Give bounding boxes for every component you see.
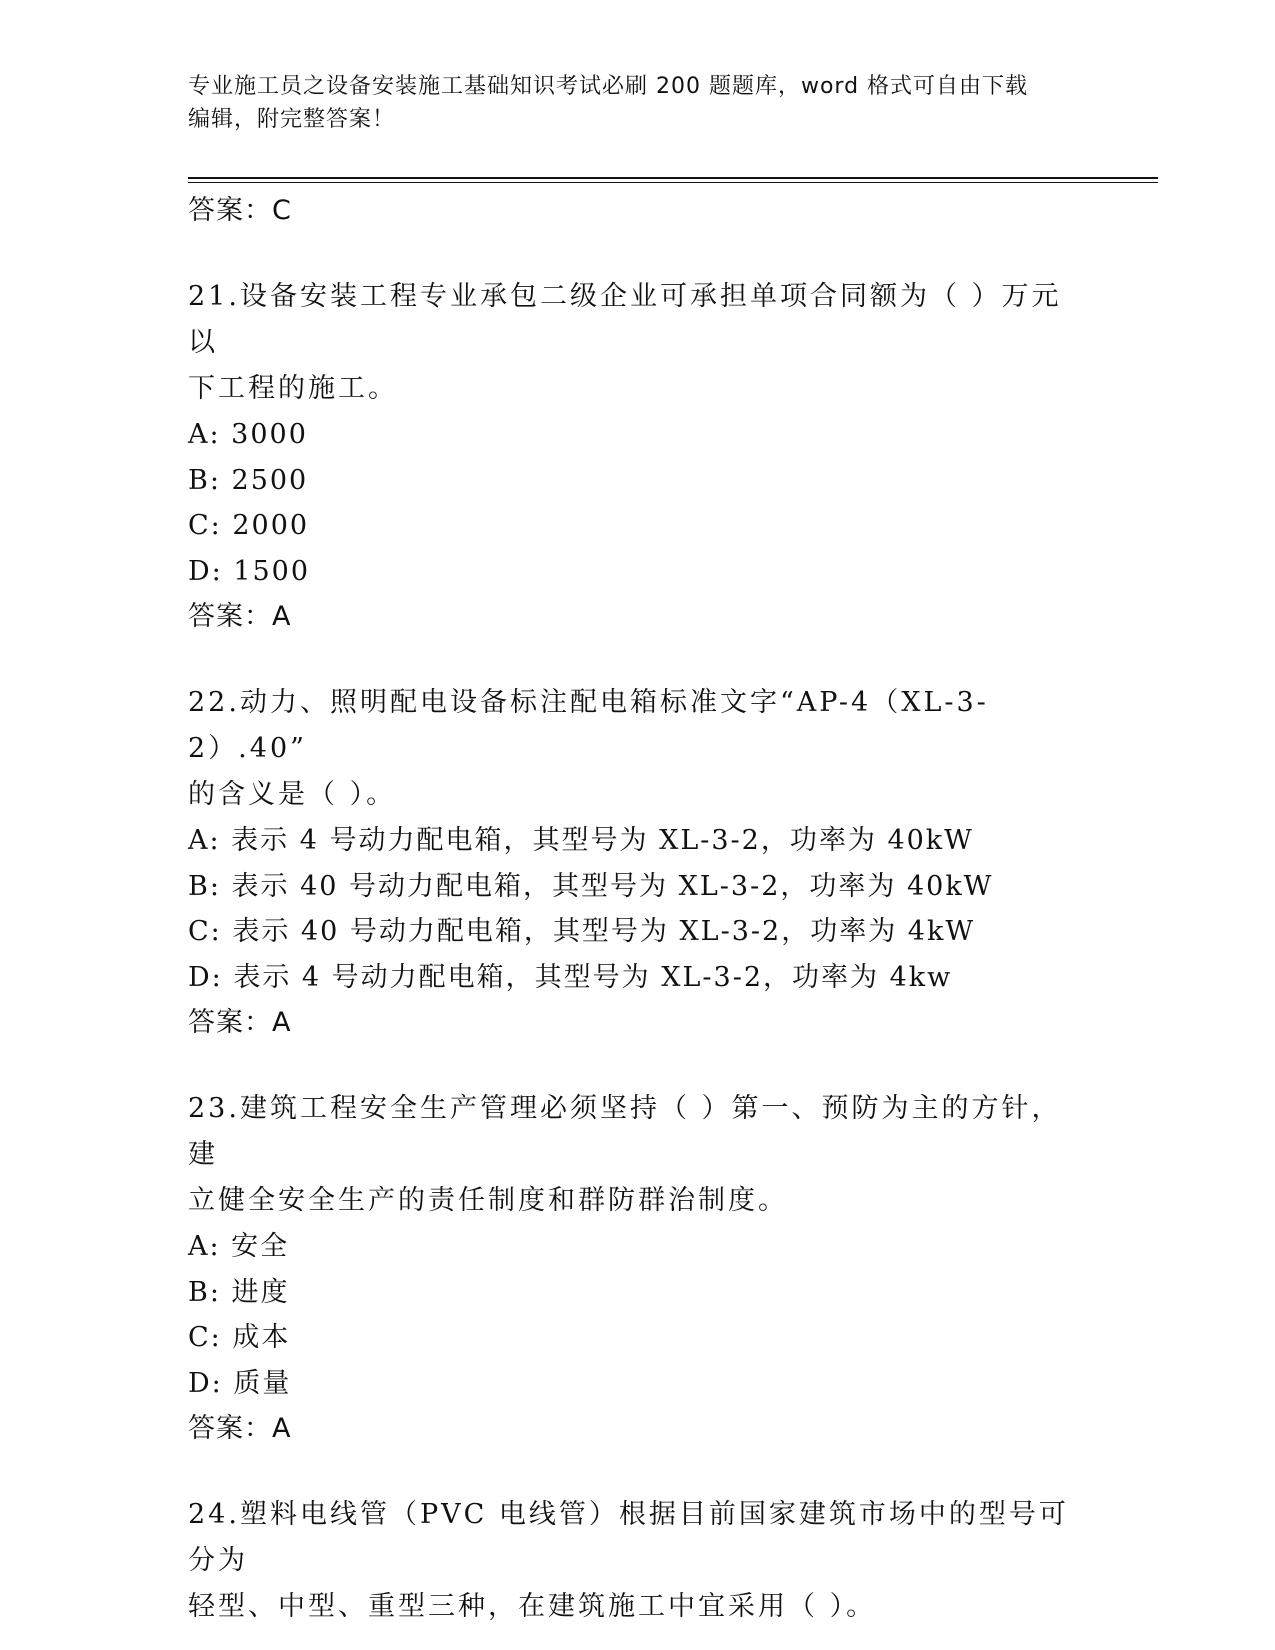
option-b: B: 表示 40 号动力配电箱，其型号为 XL-3-2，功率为 40kW [188, 870, 994, 902]
question-text-line: 21.设备安装工程专业承包二级企业可承担单项合同额为（ ）万元以 [188, 281, 1062, 358]
option-a: A: 表示 4 号动力配电箱，其型号为 XL-3-2，功率为 40kW [188, 825, 974, 856]
question-23 [188, 1086, 1088, 1452]
question-22 [188, 680, 1088, 1046]
question-text [188, 680, 1088, 818]
option-b: B: 进度 [188, 1276, 290, 1308]
question-text-line: 轻型、中型、重型三种，在建筑施工中宜采用（ ）。 [188, 1591, 877, 1622]
question-text-line: 下工程的施工。 [188, 373, 398, 404]
question-text-line: 23.建筑工程安全生产管理必须坚持（ ）第一、预防为主的方针，建 [188, 1093, 1062, 1170]
previous-question-answer: 答案：C [188, 195, 292, 226]
option-d: D: 表示 4 号动力配电箱，其型号为 XL-3-2，功率为 4kw [188, 961, 953, 993]
option-c: C: 表示 40 号动力配电箱，其型号为 XL-3-2，功率为 4kW [188, 916, 976, 947]
question-text [188, 274, 1088, 412]
option-c: C: 成本 [188, 1322, 291, 1353]
question-text-line: 立健全安全生产的责任制度和群防群治制度。 [188, 1185, 788, 1216]
header-divider-thin [188, 182, 1158, 183]
document-header [188, 70, 1068, 136]
question-answer: 答案：A [188, 1413, 292, 1444]
question-text-line: 22.动力、照明配电设备标注配电箱标准文字“AP-4（XL-3-2）.40” [188, 687, 989, 764]
question-24 [188, 1492, 1088, 1630]
question-text-line: 的含义是（ ）。 [188, 779, 397, 810]
question-text [188, 1086, 1088, 1224]
question-text-line: 24.塑料电线管（PVC 电线管）根据目前国家建筑市场中的型号可分为 [188, 1499, 1069, 1576]
question-answer: 答案：A [188, 1007, 292, 1038]
header-title-line-2: 编辑，附完整答案！ [188, 107, 396, 132]
question-list [188, 188, 1088, 1630]
option-d: D: 1500 [188, 555, 311, 587]
question-answer: 答案：A [188, 601, 292, 632]
option-a: A: 3000 [188, 419, 308, 450]
question-21 [188, 274, 1088, 640]
option-b: B: 2500 [188, 464, 309, 496]
option-d: D: 质量 [188, 1367, 292, 1399]
header-divider-thick [188, 177, 1158, 179]
header-title-line-1: 专业施工员之设备安装施工基础知识考试必刷 200 题题库，word 格式可自由下载 [188, 74, 1029, 99]
question-text [188, 1492, 1088, 1630]
option-c: C: 2000 [188, 510, 310, 541]
option-a: A: 安全 [188, 1231, 290, 1262]
